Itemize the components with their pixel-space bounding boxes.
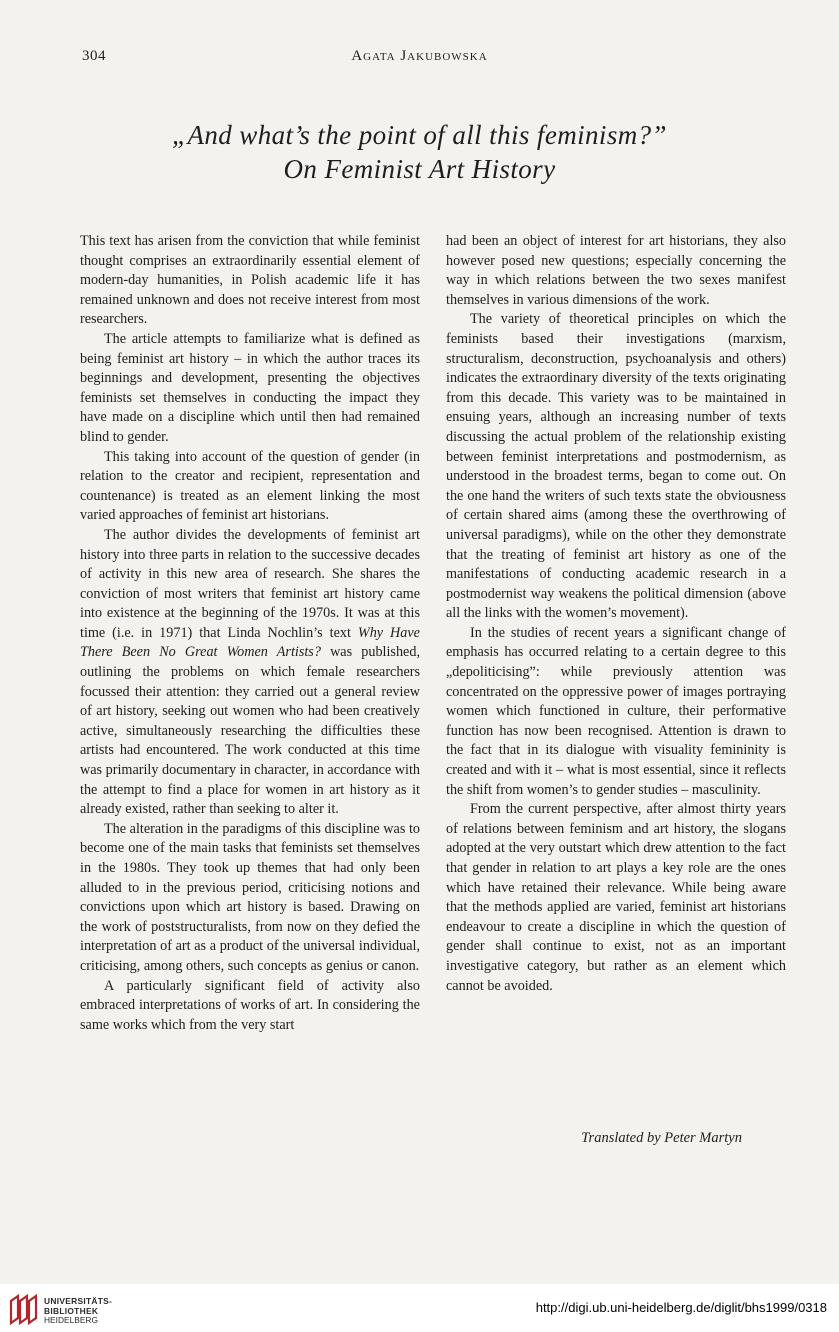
article-title: [82, 118, 757, 186]
paragraph: [80, 526, 420, 820]
library-name-line-2: BIBLIOTHEK: [44, 1305, 99, 1316]
paragraph: The alteration in the paradigms of this discipline was to become one of the main tasks that feminists set themselves in the 1980s. They took up themes that had only been alluded to in the previous period, criticising notions and convictions upon which art history is based. Drawing on the work of poststructuralists, from now on they defied the interpretation of art as a product of the universal individual, criticising, among others, such concepts as genius or canon.: [80, 820, 420, 974]
paragraph: The variety of theoretical principles on which the feminists based their investigations (marxism, structuralism, deconstruction, psychoanalysis and others) indicates the extraordinary diversity of the texts originating from this decade. This variety was to be maintained in ensuing years, although an increasing number of texts discussing the actual problem of the relationship existing between feminist interpretations and postmodernism, as understood in the broadest terms, began to come out. On the one hand the writers of such texts state the obviousness of certain shared aims (among these the overthrowing of universal paradigms), while on the other they demonstrate that the treating of feminist art history as one of the manifestations of conducting academic research in a postmodernist way weakens the political dimension (above all the links with the women’s movement).: [446, 311, 786, 622]
cited-title: Why Have There Been No Great Women Artists?: [80, 624, 420, 661]
running-head-author: Agata Jakubowska: [351, 48, 488, 64]
paragraph: had been an object of interest for art historians, they also however posed new questions; especially concerning the way in which relations between the two sexes manifest themselves in various dimensions of the work.: [446, 233, 786, 308]
running-head: [82, 48, 757, 68]
paragraph: In the studies of recent years a significant change of emphasis has occurred relating to a certain degree to this „depoliticising”: while previously attention was concentrated on the oppressive power of images portraying women which functioned in culture, their performative function has now been recognised. Attention is drawn to the fact that in its dialogue with visuality femininity is created and with it – what is most essential, since it reflects the shift from women’s to gender studies – masculinity.: [446, 624, 786, 798]
left-column: [80, 232, 420, 1035]
paragraph-text: The author divides the developments of feminist art history into three parts in relation to the successive decades of activity in this new area of research. She shares the conviction of most writers that feminist art history came into existence at the beginning of the 1970s. It was at this time (i.e. in 1971) that Linda Nochlin’s text: [80, 526, 420, 641]
right-column: [446, 232, 786, 996]
paragraph: This text has arisen from the conviction that while feminist thought comprises an extraordinarily essential element of modern-day humanities, in Polish academic life it has remained unknown and does not receive interest from most researchers.: [80, 233, 420, 328]
paragraph-text: was published, outlining the problems on which female researchers focussed their attention: they carried out a general review of art history, seeking out women who had been creatively active, simultaneously researching the difficulties these artists had encountered. The work conducted at this time was primarily documentary in character, in accordance with the attempt to find a place for women in art history as it already existed, rather than seeking to alter it.: [80, 644, 420, 818]
title-line-1: „And what’s the point of all this feminism?”: [172, 120, 667, 150]
library-name: [44, 1297, 112, 1326]
paragraph: A particularly significant field of activity also embraced interpretations of works of art. In considering the same works which from the very start: [80, 977, 420, 1033]
viewer-footer: [0, 1284, 839, 1332]
library-logo-icon[interactable]: [8, 1293, 38, 1325]
title-line-2: On Feminist Art History: [283, 154, 556, 184]
library-name-line-1: UNIVERSITÄTS-: [44, 1296, 113, 1306]
paragraph: The article attempts to familiarize what is defined as being feminist art history – in which the author traces its beginnings and development, presenting the objectives feminists set themselves in conducting the impact they have made on a discipline which until then had remained blind to gender.: [80, 330, 420, 445]
page-number: 304: [82, 48, 106, 64]
library-name-line-3: HEIDELBERG: [44, 1315, 98, 1326]
paragraph: From the current perspective, after almost thirty years of relations between feminism and art history, the slogans adopted at the very outstart which drew attention to the fact that gender in relation to art plays a key role are the ones which have retained their relevance. While being aware that the methods applied are varied, feminist art historians endeavour to create a discipline in which the question of gender shall continue to exist, not as an important investigative category, but rather as an element which cannot be avoided.: [446, 801, 786, 994]
translator-credit: Translated by Peter Martyn: [581, 1130, 742, 1146]
permalink-url[interactable]: http://digi.ub.uni-heidelberg.de/diglit/bhs1999/0318: [535, 1300, 827, 1315]
paragraph: This taking into account of the question of gender (in relation to the creator and recipient, representation and countenance) is treated as an element linking the most varied approaches of feminist art historians.: [80, 448, 420, 524]
